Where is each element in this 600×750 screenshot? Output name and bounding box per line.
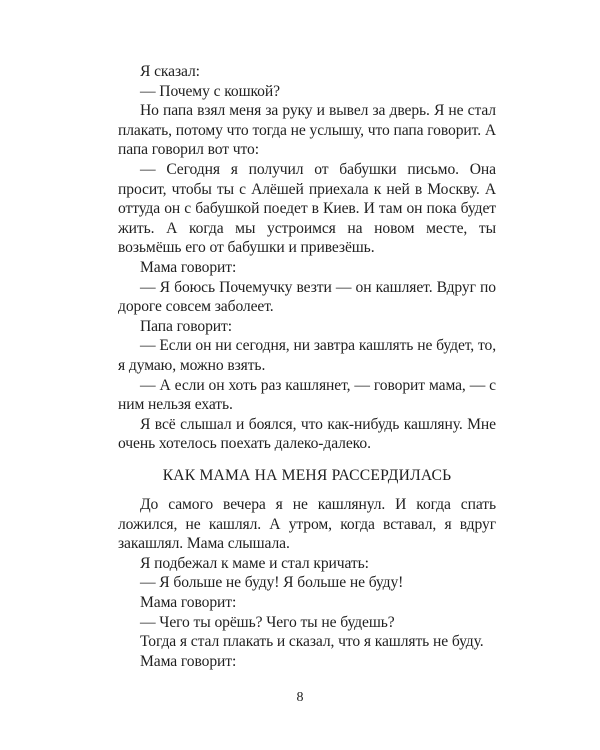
paragraph: Мама говорит: [140,258,237,276]
paragraph: Тогда я стал плакать и сказал, что я кашлять не буду. [140,633,484,651]
paragraph: — Я боюсь Почемучку везти — он кашляет. Вдруг по дороге совсем заболеет. [118,278,496,316]
paragraph: Но папа взял меня за руку и вывел за дверь. Я не стал плакать, потому что тогда не услышу, что папа говорит. А папа говорил вот что: [118,102,496,159]
paragraph: — Если он ни сегодня, ни завтра кашлять не будет, то, я думаю, можно взять. [118,337,496,374]
paragraph: — Чего ты орёшь? Чего ты не будешь? [140,613,395,631]
paragraph: Мама говорит: [140,652,237,670]
paragraph: — Почему с кошкой? [140,82,280,100]
paragraph: Я сказал: [140,63,200,80]
paragraph: — А если он хоть раз кашлянет, — говорит мама, — с ним нельзя ехать. [118,376,496,414]
section-two-text [118,495,496,671]
chapter-title: КАК МАМА НА МЕНЯ РАССЕРДИЛАСЬ [162,467,452,484]
paragraph: Я всё слышал и боялся, что как-нибудь кашляну. Мне очень хотелось поехать далеко-далеко. [118,415,496,453]
paragraph: Папа говорит: [140,317,232,335]
paragraph: — Сегодня я получил от бабушки письмо. Она просит, чтобы ты с Алёшей приехала к ней в Москву. А оттуда он с бабушкой поедет в Киев. И там он пока будет жить. А когда мы устроимся на новом месте, ты возьмёшь его от бабушки и привезёшь. [118,160,496,257]
page-number: 8 [296,690,304,705]
paragraph: Мама говорит: [140,593,237,611]
paragraph: До самого вечера я не кашлянул. И когда спать ложился, не кашлял. А утром, когда вставал, я вдруг закашлял. Мама слышала. [118,496,496,553]
paragraph: Я подбежал к маме и стал кричать: [140,554,369,572]
paragraph: — Я больше не буду! Я больше не буду! [140,574,404,592]
section-one-text [118,62,496,454]
